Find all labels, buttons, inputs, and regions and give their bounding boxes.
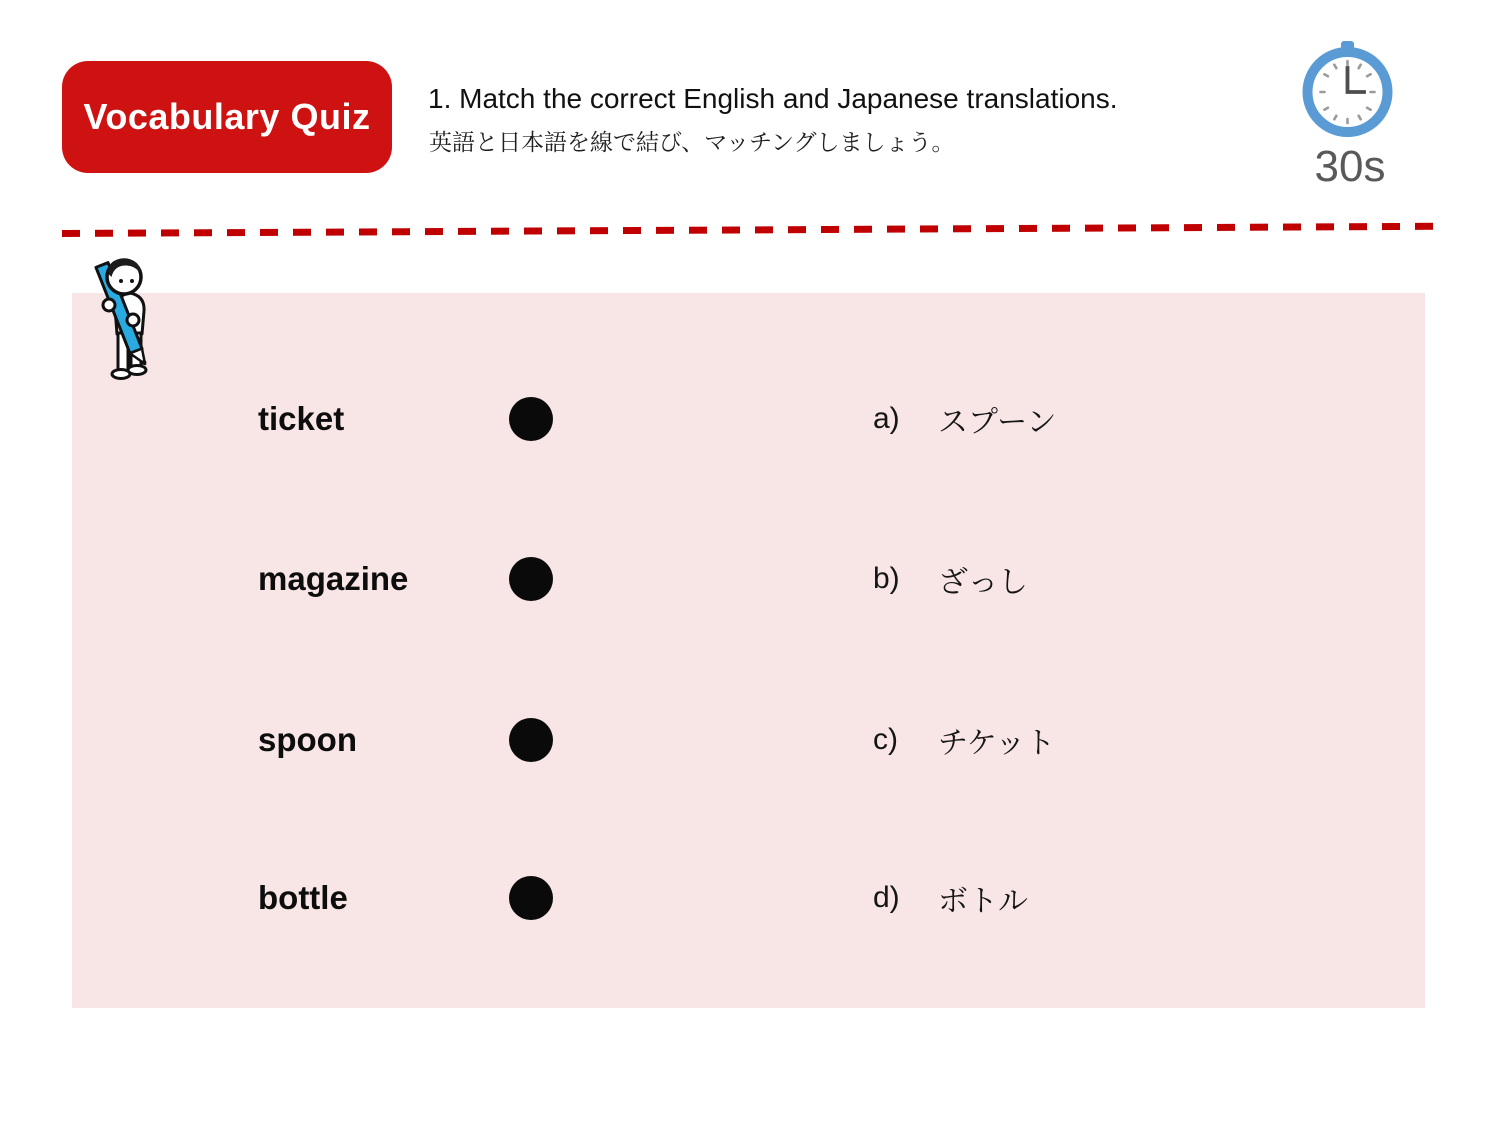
instruction-title: 1. Match the correct English and Japanese translations. [428, 83, 1118, 114]
option-text-ja: チケット [938, 727, 1056, 760]
match-dot[interactable] [509, 876, 553, 920]
english-word: spoon [258, 721, 357, 758]
dashed-divider [62, 223, 1435, 237]
person-with-pencil-icon [84, 248, 154, 388]
matching-panel [72, 293, 1425, 1008]
option-letter: d) [873, 881, 900, 914]
match-row [72, 866, 1425, 930]
match-dot[interactable] [509, 397, 553, 441]
option-letter: a) [873, 402, 900, 435]
option-text-ja: スプーン [938, 406, 1057, 439]
option-text-ja: ざっし [938, 566, 1028, 599]
option-text-ja: ボトル [938, 885, 1028, 918]
english-word: magazine [258, 560, 409, 597]
option-letter: c) [873, 723, 898, 756]
match-row [72, 387, 1425, 451]
quiz-title-badge: Vocabulary Quiz [62, 61, 392, 173]
clock-icon [1300, 40, 1395, 144]
timer-label: 30s [1314, 142, 1386, 191]
english-word: ticket [258, 400, 345, 437]
match-dot[interactable] [509, 718, 553, 762]
english-word: bottle [258, 879, 348, 916]
option-letter: b) [873, 562, 900, 595]
match-dot[interactable] [509, 557, 553, 601]
match-row [72, 708, 1425, 772]
instruction-subtitle-ja: 英語と日本語を線で結び、マッチングしましょう。 [429, 129, 955, 155]
match-row [72, 547, 1425, 611]
